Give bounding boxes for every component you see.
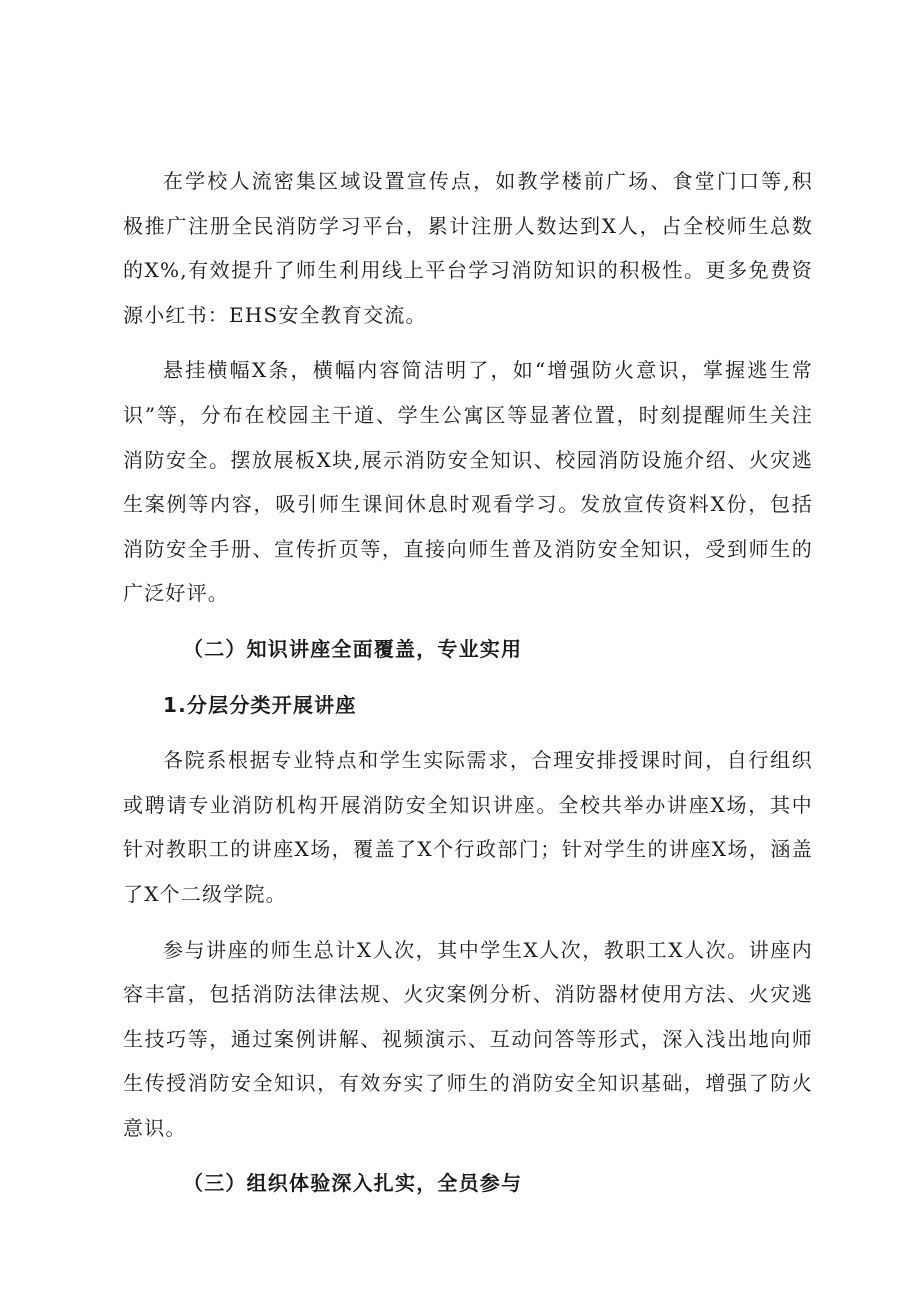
section-heading-experience: （三）组织体验深入扎实，全员参与 <box>183 1171 523 1196</box>
section-heading-lectures: （二）知识讲座全面覆盖，专业实用 <box>183 636 523 661</box>
text-line: 了X个二级学院。 <box>123 881 287 906</box>
subsection-heading-layered-lectures: 1.分层分类开展讲座 <box>163 692 357 717</box>
text-line: 针对教职工的讲座X场，覆盖了X个行政部门；针对学生的讲座X场，涵盖 <box>123 837 813 862</box>
paragraph-publicity-point <box>123 159 813 337</box>
text-line: 或聘请专业消防机构开展消防安全知识讲座。全校共举办讲座X场，其中 <box>123 792 813 817</box>
paragraph-banners <box>123 348 813 616</box>
text-line: 极推广注册全民消防学习平台，累计注册人数达到X人，占全校师生总数 <box>123 213 813 238</box>
text-line: 容丰富，包括消防法律法规、火灾案例分析、消防器材使用方法、火灾逃 <box>123 982 813 1007</box>
text-line: 广泛好评。 <box>123 581 229 606</box>
paragraph-lecture-participation <box>123 928 813 1151</box>
text-line: 各院系根据专业特点和学生实际需求，合理安排授课时间，自行组织 <box>163 748 813 773</box>
text-line: 生案例等内容，吸引师生课间休息时观看学习。发放宣传资料X份，包括 <box>123 492 813 517</box>
text-line: 在学校人流密集区域设置宣传点，如教学楼前广场、食堂门口等,积 <box>163 169 813 193</box>
text-line: 生技巧等，通过案例讲解、视频演示、互动问答等形式，深入浅出地向师 <box>123 1026 813 1051</box>
text-line: 参与讲座的师生总计X人次，其中学生X人次，教职工X人次。讲座内 <box>163 937 813 962</box>
text-line: 悬挂横幅X条，横幅内容简洁明了，如“增强防火意识，掌握逃生常 <box>163 358 813 383</box>
paragraph-lecture-organization <box>123 738 813 916</box>
text-line: 的X%,有效提升了师生利用线上平台学习消防知识的积极性。更多免费资 <box>123 258 813 283</box>
text-line: 消防安全手册、宣传折页等，直接向师生普及消防安全知识，受到师生的 <box>123 536 813 561</box>
document-body <box>123 159 813 1217</box>
text-line: 消防安全。摆放展板X块,展示消防安全知识、校园消防设施介绍、火灾逃 <box>123 447 813 472</box>
text-line: 意识。 <box>123 1115 187 1140</box>
text-line: 识”等，分布在校园主干道、学生公寓区等显著位置，时刻提醒师生关注 <box>123 402 813 427</box>
text-line: 生传授消防安全知识，有效夯实了师生的消防安全知识基础，增强了防火 <box>123 1071 813 1096</box>
text-line: 源小红书：EHS安全教育交流。 <box>123 302 427 327</box>
